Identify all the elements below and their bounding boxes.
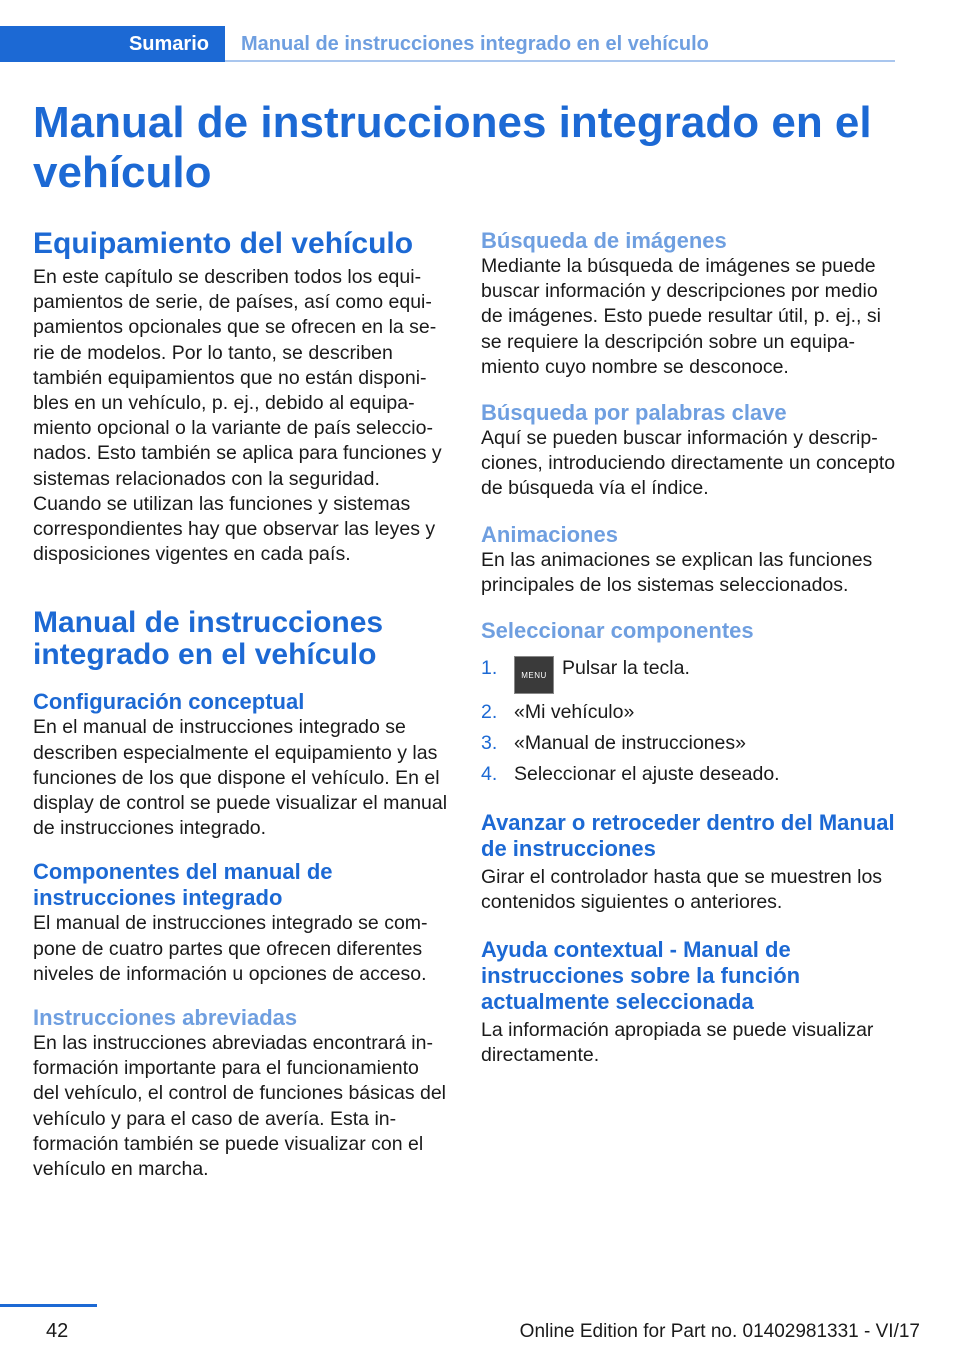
heading-componentes: Componentes del manual de instrucciones integrado [33, 859, 333, 911]
paragraph-imagenes: Mediante la búsqueda de imágenes se puede buscar información y descripciones por medio de imágenes. Esto puede resultar útil, p. ej., si se requiere la descripción sobre un equipamiento cuyo nombre se desconoce. [481, 255, 881, 378]
heading-abreviadas: Instrucciones abreviadas [33, 1005, 298, 1031]
steps-list [481, 656, 897, 788]
right-column [481, 228, 897, 1068]
heading-ayuda-contextual: Ayuda contextual - Manual de instrucciones sobre la función actualmente seleccionada [481, 937, 801, 1015]
footer-divider [0, 1304, 97, 1307]
list-item: 1. MENU Pulsar la tecla. [481, 656, 897, 694]
list-item: 3. «Manual de instrucciones» [481, 732, 746, 755]
heading-configuracion: Configuración conceptual [33, 689, 305, 715]
paragraph-avanzar: Girar el controlador hasta que se muestren los contenidos siguientes o anteriores. [481, 865, 883, 913]
paragraph-equipamiento-2: Cuando se utilizan las funciones y sistemas correspondientes hay que observar las leyes y disposiciones vigentes en cada país. [33, 492, 436, 566]
list-item: 2. «Mi vehículo» [481, 701, 635, 724]
paragraph-animaciones: En las animaciones se explican las funciones principales de los sistemas seleccionados. [481, 548, 873, 596]
heading-seleccionar: Seleccionar componentes [481, 618, 754, 644]
heading-imagenes: Búsqueda de imágenes [481, 228, 727, 253]
paragraph-ayuda-contextual: La información apropiada se puede visualizar directamente. [481, 1019, 874, 1067]
breadcrumb[interactable]: Manual de instrucciones integrado en el vehículo [241, 32, 709, 55]
heading-avanzar: Avanzar o retroceder dentro del Manual de instrucciones [481, 809, 895, 861]
paragraph-configuracion: En el manual de instrucciones integrado se describen especialmente el equipamiento y las funciones de los que dispone el vehículo. En el display de control se puede visualizar el manual de instrucciones integrado. [33, 716, 448, 840]
paragraph-componentes: El manual de instrucciones integrado se compone de cuatro partes que ofrecen diferentes niveles de información u opciones de acceso. [33, 912, 428, 985]
page-number: 42 [46, 1320, 69, 1342]
paragraph-palabras-clave: Aquí se pueden buscar información y descripciones, introduciendo directamente un concepto de búsqueda vía el índice. [481, 427, 896, 500]
paragraph-equipamiento-1: En este capítulo se describen todos los equipamientos de serie, de países, así como equipamientos opcionales que se ofrecen en la serie de modelos. Por lo tanto, se describen también equipamientos que no están disponibles en un vehículo, p. ej., debido al equipamiento opcional o la variante de país seleccionados. Esto también se aplica para funciones y sistemas relacionados con la seguridad. [33, 266, 442, 490]
edition-note: Online Edition for Part no. 01402981331 - VI/17 [519, 1321, 920, 1342]
list-item: 4. Seleccionar el ajuste deseado. [481, 763, 780, 786]
heading-palabras-clave: Búsqueda por palabras clave [481, 400, 787, 426]
header-bar [0, 26, 895, 62]
menu-key-icon: MENU [514, 656, 554, 694]
paragraph-abreviadas: En las instrucciones abreviadas encontrará información importante para el funcionamiento del vehículo, el control de funciones básicas del vehículo y para el caso de avería. Esta información también se puede visualizar con el vehículo en marcha. [33, 1032, 447, 1181]
page-title: Manual de instrucciones integrado en el vehículo [33, 98, 872, 197]
heading-manual-integrado: Manual de instrucciones integrado en el vehículo [33, 606, 384, 672]
header-divider [225, 60, 895, 62]
left-column [33, 228, 449, 1182]
heading-equipamiento: Equipamiento del vehículo [33, 227, 414, 260]
tab-sumario[interactable]: Sumario [0, 26, 225, 62]
heading-animaciones: Animaciones [481, 521, 618, 547]
